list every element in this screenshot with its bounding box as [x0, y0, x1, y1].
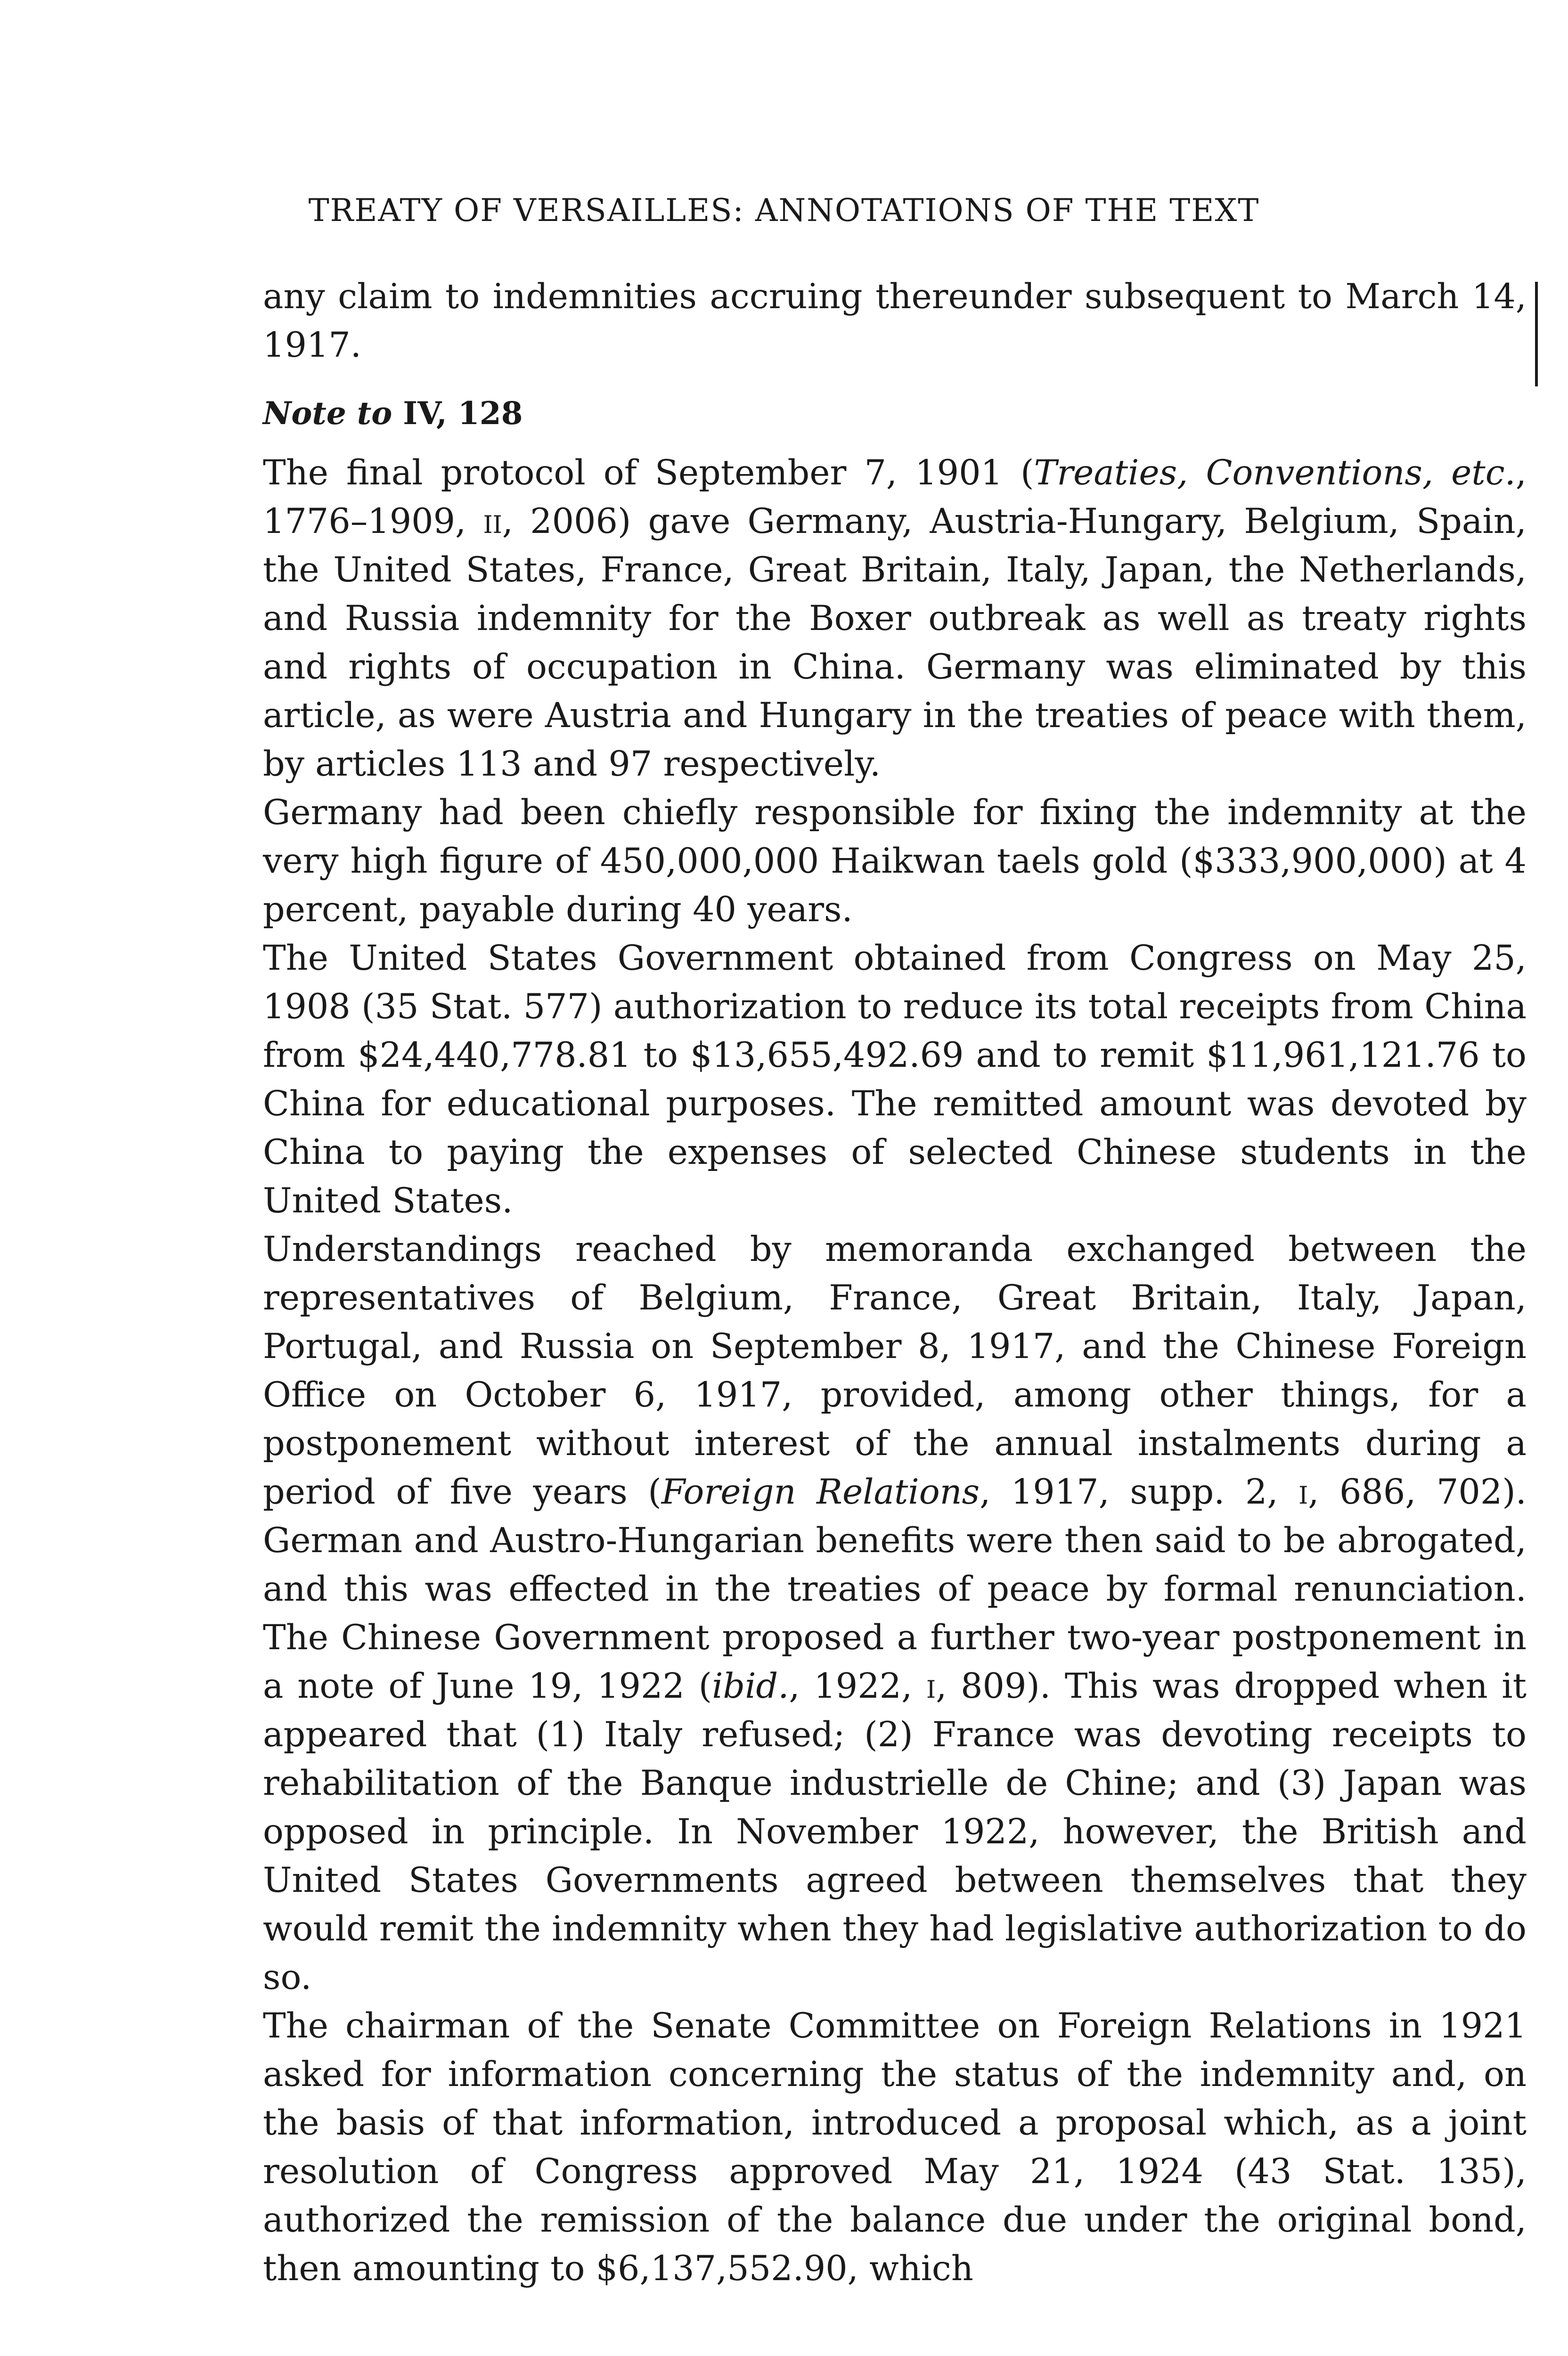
p1-volume: ii	[483, 501, 502, 541]
note-heading-reference: IV, 128	[403, 395, 523, 432]
p4-text-c: , 1917, supp. 2,	[980, 1472, 1299, 1512]
p1-text-c: , 1776–1909,	[263, 453, 1527, 541]
paragraph-3: The United States Government obtained from Congress on May 25, 1908 (35 Stat. 577) authorization to reduce its total receipts from China from $24,440,778.81 to $13,655,492.69 and to remit $11,961,121.76 to China for educational purposes. The remitted amount was devoted by China to paying the expenses of selected Chinese students in the United States.	[263, 938, 1527, 1221]
note-heading-prefix: Note to	[263, 395, 392, 432]
note-body	[263, 449, 1527, 2293]
p4-ibid: ibid.	[712, 1666, 789, 1706]
p1-text-a: The final protocol of September 7, 1901 (	[263, 453, 1034, 493]
continuation-text	[263, 272, 1527, 369]
paragraph-1	[263, 449, 1527, 788]
paragraph-4	[263, 1225, 1527, 2002]
p4-text-a: Understandings reached by memoranda exchanged between the representatives of Belgium, France, Great Britain, Italy, Japan, Portugal, and Russia on September 8, 1917, and the Chinese Foreign Office on October 6, 1917, provided, among other things, for a postponement without interest of the annual instalments during a period of five years (	[263, 1229, 1527, 1512]
running-head: TREATY OF VERSAILLES: ANNOTATIONS OF THE TEXT	[308, 192, 1260, 229]
p4-volume-1: i	[1298, 1472, 1308, 1512]
p4-text-g: , 1922,	[789, 1666, 927, 1706]
note-heading	[263, 395, 523, 432]
p1-text-e: , 2006) gave Germany, Austria-Hungary, Belgium, Spain, the United States, France, Great Britain, Italy, Japan, the Netherlands, and Russia indemnity for the Boxer outbreak as well as treaty rights and rights of occupation in China. Germany was eliminated by this article, as were Austria and Hungary in the treaties of peace with them, by articles 113 and 97 respectively.	[263, 501, 1527, 784]
paragraph-2: Germany had been chiefly responsible for fixing the indemnity at the very high figure of 450,000,000 Haikwan taels gold ($333,900,000) at 4 percent, payable during 40 years.	[263, 793, 1527, 930]
p4-volume-2: i	[926, 1666, 936, 1706]
margin-change-bar	[1535, 282, 1538, 386]
p1-citation-title: Treaties, Conventions, etc.	[1034, 453, 1516, 493]
p4-text-i: , 809). This was dropped when it appeared that (1) Italy refused; (2) France was devoting receipts to rehabilitation of the Banque industrielle de Chine; and (3) Japan was opposed in principle. In November 1922, however, the British and United States Governments agreed between themselves that they would remit the indemnity when they had legislative authorization to do so.	[263, 1666, 1527, 1997]
p4-citation-title: Foreign Relations	[661, 1472, 980, 1512]
paragraph-5: The chairman of the Senate Committee on Foreign Relations in 1921 asked for information concerning the status of the indemnity and, on the basis of that information, introduced a proposal which, as a joint resolution of Congress approved May 21, 1924 (43 Stat. 135), authorized the remission of the balance due under the original bond, then amounting to $6,137,552.90, which	[263, 2006, 1527, 2289]
continuation-paragraph: any claim to indemnities accruing thereunder subsequent to March 14, 1917.	[263, 277, 1527, 365]
p4-text-e: , 686, 702). German and Austro-Hungarian benefits were then said to be abrogated, and this was effected in the treaties of peace by formal renunciation. The Chinese Government proposed a further two-year postponement in a note of June 19, 1922 (	[263, 1472, 1527, 1706]
